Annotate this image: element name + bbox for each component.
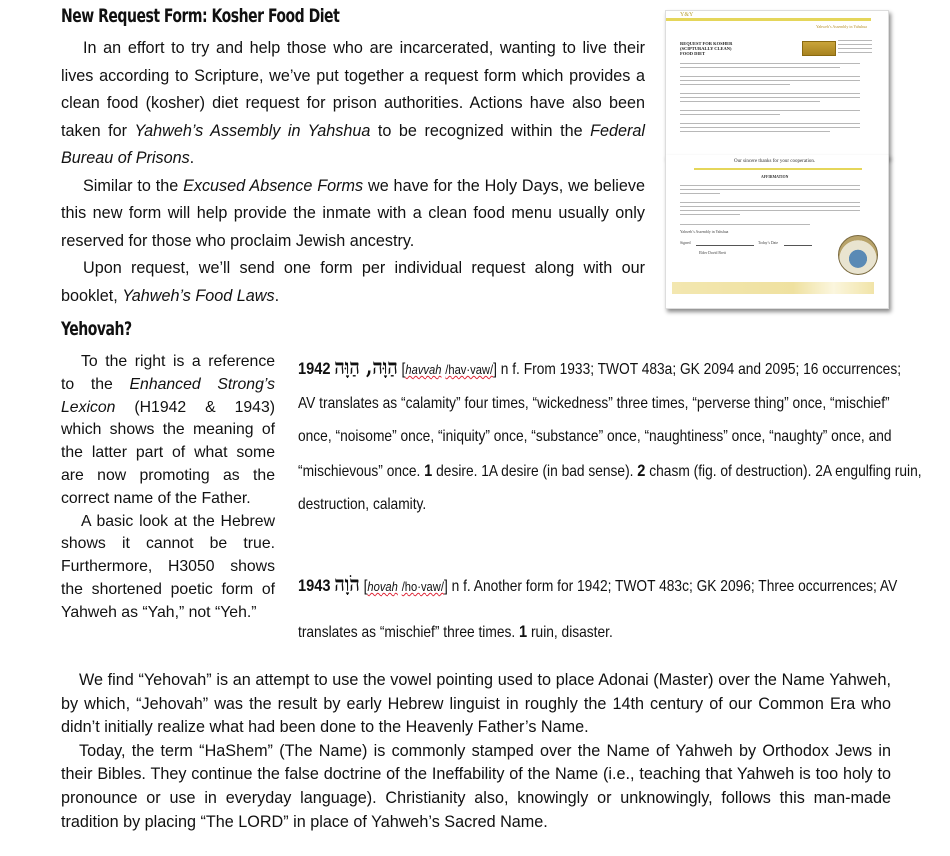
form-assembly: Yahweh’s Assembly in Yahshua	[680, 230, 729, 234]
form-affirmation: AFFIRMATION	[761, 175, 789, 179]
kosher-article	[61, 35, 645, 310]
form-gold-badge	[802, 41, 836, 56]
kosher-form-thumbnail-bottom	[665, 155, 889, 309]
lexicon-1942-line-2: AV translates as “calamity” four times, “wickedness” three times, “perverse thing” once, “mischief”	[298, 394, 890, 412]
lexicon-entry-1942	[298, 350, 922, 522]
yehovah-bottom-paragraph-1: We find “Yehovah” is an attempt to use the vowel pointing used to place Adonai (Master) over the Name Yahweh, by which, “Jehovah” was the result by early Hebrew linguist in roughly the 14th century of our Common Era who didn’t initially realize what had been done to the Heavenly Father’s Name.	[61, 671, 891, 737]
lexicon-1942-line-4: “mischievous” once. 1 desire. 1A desire (in bad sense). 2 chasm (fig. of destruction). 2A engulfing ruin,	[298, 460, 922, 480]
form-thanks: Our sincere thanks for your cooperation.	[734, 159, 816, 164]
section-heading-yehovah: Yehovah?	[61, 318, 132, 340]
kosher-paragraph-3: Upon request, we’ll send one form per individual request along with our booklet, Yahweh’s Food Laws.	[61, 259, 645, 305]
form-date-label: Today’s Date	[758, 241, 779, 245]
form-org-name: Yahweh’s Assembly in Yahshua	[816, 24, 867, 29]
assembly-seal-icon	[838, 235, 878, 275]
kosher-form-thumbnail-top	[665, 10, 889, 158]
yehovah-left-column	[61, 351, 275, 625]
lexicon-1943-line-2: translates as “mischief” three times. 1 ruin, disaster.	[298, 622, 613, 641]
lexicon-1943-line-1: 1943 הֹוָה [hovah /ho·vaw/] n f. Another form for 1942; TWOT 483c; GK 2096; Three occurrences; AV	[298, 571, 898, 596]
form-signed-label: Signed	[680, 241, 691, 245]
lexicon-1942-line-3: once, “noisome” once, “iniquity” once, “substance” once, “naughtiness” once, “naughty” once, and	[298, 428, 892, 445]
section-heading-kosher: New Request Form: Kosher Food Diet	[61, 5, 340, 27]
kosher-paragraph-1: In an effort to try and help those who are incarcerated, wanting to live their lives according to Scripture, we’ve put together a request form which provides a clean food (kosher) diet request for prison authorities. Actions have also been taken for Yahweh’s Assembly in Yahshua to be recognized within the Federal Bureau of Prisons.	[61, 39, 645, 167]
form-footer-band	[672, 282, 874, 294]
yehovah-bottom-paragraph-2: Today, the term “HaShem” (The Name) is commonly stamped over the Name of Yahweh by Orthodox Jews in their Bibles. They continue the false doctrine of the Ineffability of the Name (i.e., teaching that Yahweh is too holy to pronounce or use in everyday language). Christianity also, knowingly or unknowingly, follows this man-made tradition by placing “The LORD” in place of Yahweh’s Sacred Name.	[61, 741, 891, 831]
lexicon-1942-line-1: 1942 הַוָּה, הַוָּה [havvah /hav·vaw/] n f. From 1933; TWOT 483a; GK 2094 and 2095; 16 occurrences;	[298, 354, 902, 379]
lexicon-entry-1943	[298, 561, 898, 655]
yehovah-bottom-text	[61, 669, 891, 834]
lexicon-1942-line-5: destruction, calamity.	[298, 496, 427, 513]
yehovah-left-paragraph-2: A basic look at the Hebrew shows it cannot be true. Furthermore, H3050 shows the shortened poetic form of Yahweh as “Yah,” not “Yeh.”	[61, 512, 275, 621]
kosher-paragraph-2: Similar to the Excused Absence Forms we have for the Holy Days, we believe this new form will help provide the inmate with a clean food menu usually only reserved for those who proclaim Jewish ancestry.	[61, 176, 645, 250]
form-header-rule	[666, 18, 871, 21]
form-signer: Elder David Brett	[699, 251, 726, 255]
hebrew-word: הַוָּה, הַוָּה	[334, 354, 398, 379]
hebrew-word: הֹוָה	[334, 571, 360, 596]
yehovah-left-paragraph-1: To the right is a reference to the Enhanced Strong’s Lexicon (H1942 & 1943) which shows the meaning of the latter part of what some are now promoting as the correct name of the Father.	[61, 353, 275, 507]
form-title: REQUEST FOR KOSHER (SCIPTURALLY CLEAN) FOOD DIET	[680, 41, 733, 56]
form-logo: Y&Y	[680, 12, 694, 18]
